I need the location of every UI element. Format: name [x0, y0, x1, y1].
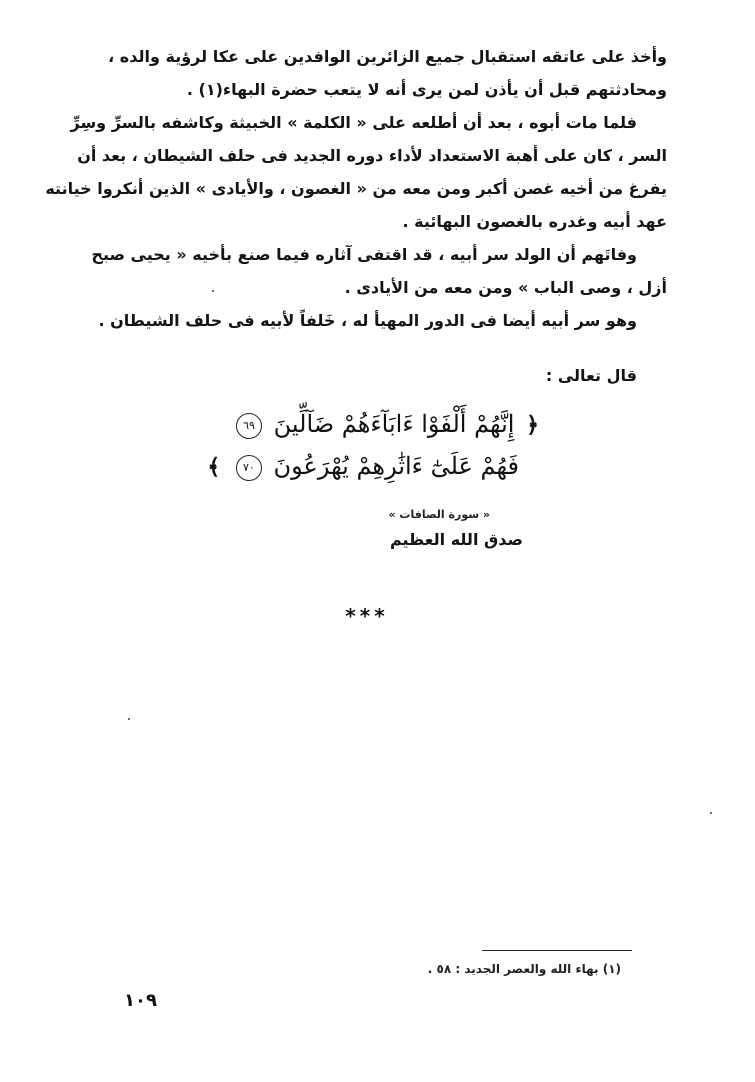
paragraph-line: السر ، كان على أهبة الاستعداد لأداء دوره الجديد فى حلف الشيطان ، بعد أن — [77, 146, 667, 165]
verse-open-bracket: ﴿ — [526, 412, 539, 438]
paragraph-line: وفاتَهم أن الولد سر أبيه ، قد اقتفى آثاره فيما صنع بأخيه « يحيى صبح — [91, 245, 637, 264]
paragraph-4 — [98, 304, 667, 337]
paragraph-3 — [91, 238, 667, 304]
paragraph-line: وأخذ على عاتقه استقبال جميع الزائرين الوافدين على عكا لرؤية والده ، — [108, 47, 667, 66]
verse-text: فَهُمْ عَلَىٰٓ ءَاثَٰرِهِمْ يُهْرَعُونَ — [273, 452, 519, 480]
quote-closing: صدق الله العظيم — [389, 530, 523, 549]
footnote: (١) بهاء الله والعصر الجديد : ٥٨ . — [427, 962, 621, 976]
paragraph-line: وهو سر أبيه أيضا فى الدور المهيأ له ، خَلفاً لأبيه فى حلف الشيطان . — [98, 311, 637, 330]
page-number: ١٠٩ — [124, 990, 157, 1011]
scan-speck — [212, 290, 214, 292]
quran-verse-1 — [232, 410, 543, 439]
quran-verse-2 — [203, 452, 543, 481]
paragraph-line: أزل ، وصى الباب » ومن معه من الأيادى . — [344, 278, 667, 297]
verse-number-badge: ٧٠ — [236, 455, 262, 481]
paragraph-line: ومحادثتهم قبل أن يأذن لمن يرى أنه لا يتعب حضرة البهاء(١) . — [186, 80, 667, 99]
paragraph-line: عهد أبيه وغدره بالغصون البهائية . — [402, 212, 667, 231]
footnote-divider — [482, 950, 632, 951]
quote-intro: قال تعالى : — [545, 366, 637, 385]
verse-text: إِنَّهُمْ أَلْفَوْا ءَابَآءَهُمْ ضَآلِّينَ — [273, 410, 515, 438]
verse-number-badge: ٦٩ — [236, 413, 262, 439]
scan-speck — [128, 718, 130, 720]
section-separator: *** — [345, 604, 389, 628]
paragraph-line: فلما مات أبوه ، بعد أن أطلعه على « الكلمة » الخبيثة وكاشفه بالسرِّ وسِرِّ — [70, 113, 637, 132]
scan-speck — [710, 812, 712, 814]
paragraph-2 — [45, 106, 667, 238]
paragraph-line: يفرغ من أخيه غصن أكبر ومن معه من « الغصون ، والأيادى » الذين أنكروا خيانته — [45, 179, 667, 198]
paragraph-1 — [108, 40, 667, 106]
verse-close-bracket: ﴾ — [207, 454, 221, 480]
surah-name: « سورة الصافات » — [388, 508, 490, 521]
